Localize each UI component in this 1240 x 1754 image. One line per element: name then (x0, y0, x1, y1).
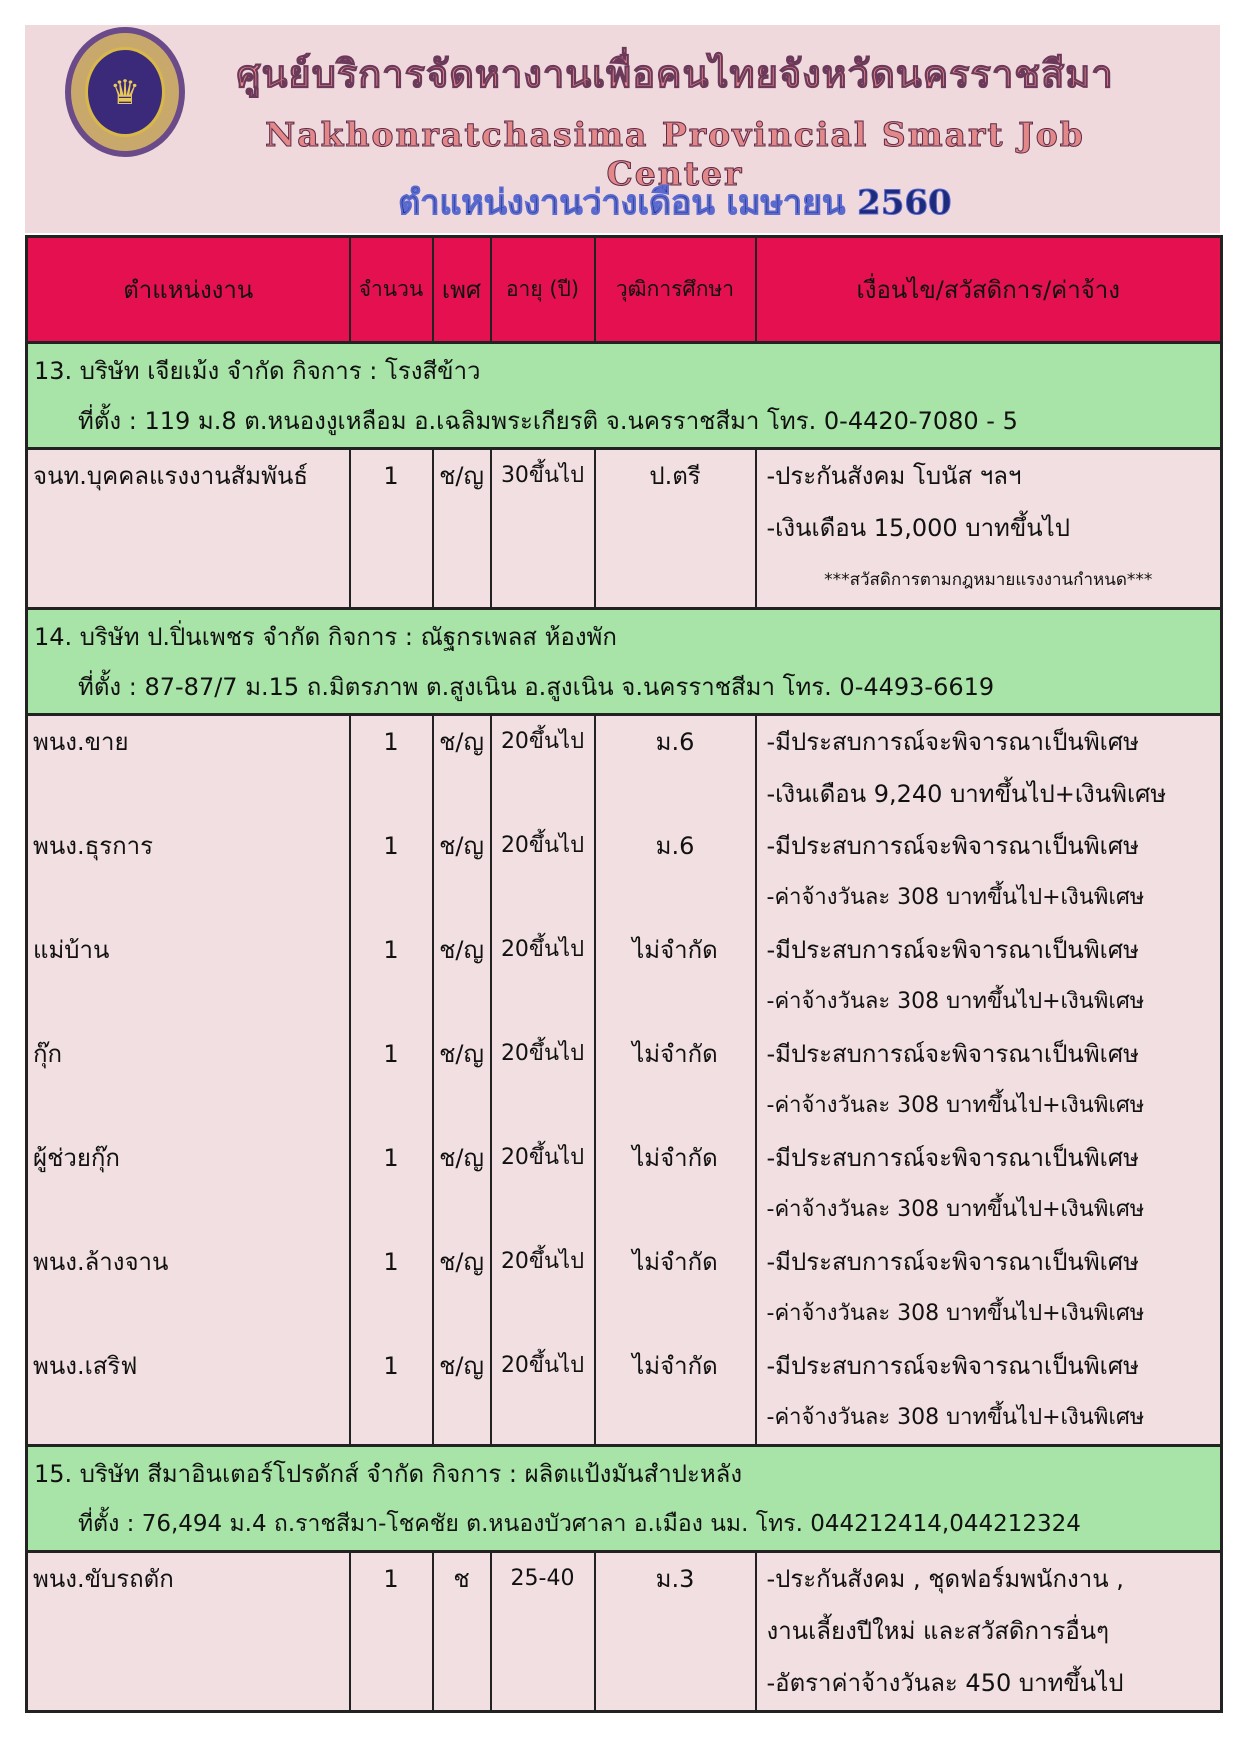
col-header-age: อายุ (ปี) (491, 237, 595, 343)
job-sex-cell (433, 924, 491, 1028)
benefit-line: -เงินเดือน 15,000 บาทขึ้นไป (766, 514, 1070, 542)
company-address-line: ที่ตั้ง : 87-87/7 ม.15 ถ.มิตรภาพ ต.สูงเนิน อ.สูงเนิน จ.นครราชสีมา โทร. 0-4493-6619 (78, 672, 995, 701)
col-header-count: จำนวน (350, 237, 433, 343)
department-seal-logo (65, 27, 185, 157)
job-education-cell (595, 1552, 756, 1712)
job-row (27, 715, 1222, 821)
page-header (25, 25, 1220, 233)
job-age: 20ขึ้นไป (500, 833, 585, 858)
job-position-cell (27, 1236, 350, 1340)
job-sex: ช/ญ (439, 936, 484, 964)
benefit-line: ***สวัสดิการตามกฎหมายแรงงานกำหนด*** (824, 570, 1153, 590)
job-benefits-cell (756, 1236, 1222, 1340)
benefit-line: -ประกันสังคม , ชุดฟอร์มพนักงาน , (766, 1565, 1124, 1593)
job-count-cell (350, 1028, 433, 1132)
benefit-line: -มีประสบการณ์จะพิจารณาเป็นพิเศษ (766, 728, 1139, 756)
job-sex: ช/ญ (439, 1248, 484, 1276)
job-position: พนง.ล้างจาน (33, 1248, 169, 1276)
job-sex-cell (433, 1552, 491, 1712)
job-age-cell (491, 449, 595, 609)
job-row (27, 1236, 1222, 1340)
job-position-cell (27, 1552, 350, 1712)
job-age-cell (491, 820, 595, 924)
job-position: พนง.ธุรการ (33, 832, 154, 860)
job-row (27, 820, 1222, 924)
job-benefits-cell (756, 820, 1222, 924)
job-position-cell (27, 1340, 350, 1446)
benefit-line: -มีประสบการณ์จะพิจารณาเป็นพิเศษ (766, 936, 1139, 964)
job-sex-cell (433, 820, 491, 924)
title-thai: ศูนย์บริการจัดหางานเพื่อคนไทยจังหวัดนครราชสีมา (236, 51, 1114, 96)
job-benefits-cell (756, 1340, 1222, 1446)
job-row (27, 1552, 1222, 1712)
company-name-line: 15. บริษัท สีมาอินเตอร์โปรดักส์ จำกัด กิจการ : ผลิตแป้งมันสำปะหลัง (34, 1459, 743, 1488)
title-english: Nakhonratchasima Provincial Smart Job Center (265, 115, 1085, 193)
job-count-cell (350, 715, 433, 821)
job-education-cell (595, 715, 756, 821)
job-position: จนท.บุคคลแรงงานสัมพันธ์ (33, 462, 308, 490)
job-benefits-cell (756, 715, 1222, 821)
job-age: 20ขึ้นไป (500, 1041, 585, 1066)
job-position-cell (27, 820, 350, 924)
job-position-cell (27, 715, 350, 821)
job-row (27, 1340, 1222, 1446)
job-age-cell (491, 1236, 595, 1340)
job-row (27, 1132, 1222, 1236)
benefit-line: -มีประสบการณ์จะพิจารณาเป็นพิเศษ (766, 832, 1139, 860)
job-education-cell (595, 1236, 756, 1340)
job-age-cell (491, 1028, 595, 1132)
job-education: ไม่จำกัด (632, 1248, 718, 1276)
benefit-line: -ประกันสังคม โบนัส ฯลฯ (766, 462, 1022, 490)
job-sex-cell (433, 715, 491, 821)
job-count: 1 (383, 1352, 399, 1380)
job-count-cell (350, 1132, 433, 1236)
job-position: พนง.ขาย (33, 728, 129, 756)
benefit-line: -อัตราค่าจ้างวันละ 450 บาทขึ้นไป (766, 1669, 1124, 1697)
job-sex-cell (433, 1236, 491, 1340)
job-count: 1 (383, 728, 399, 756)
company-address-line: ที่ตั้ง : 119 ม.8 ต.หนองงูเหลือม อ.เฉลิมพระเกียรติ จ.นครราชสีมา โทร. 0-4420-7080 - 5 (78, 406, 1018, 435)
job-row (27, 1028, 1222, 1132)
job-age-cell (491, 715, 595, 821)
job-age-cell (491, 924, 595, 1028)
job-education: ไม่จำกัด (632, 936, 718, 964)
job-education-cell (595, 449, 756, 609)
company-address-line: ที่ตั้ง : 76,494 ม.4 ถ.ราชสีมา-โชคชัย ต.หนองบัวศาลา อ.เมือง นม. โทร. 044212414,044212324 (78, 1510, 1081, 1537)
company-info (27, 343, 1222, 449)
job-education: ไม่จำกัด (632, 1040, 718, 1068)
job-age-cell (491, 1340, 595, 1446)
job-count: 1 (383, 1248, 399, 1276)
job-education-cell (595, 924, 756, 1028)
job-count-cell (350, 820, 433, 924)
job-count: 1 (383, 1565, 399, 1593)
job-position: ผู้ช่วยกุ๊ก (33, 1144, 120, 1172)
company-row (27, 343, 1222, 449)
job-age-cell (491, 1552, 595, 1712)
job-count: 1 (383, 462, 399, 490)
job-education-cell (595, 820, 756, 924)
job-age: 20ขึ้นไป (500, 729, 585, 754)
job-count-cell (350, 924, 433, 1028)
job-count: 1 (383, 936, 399, 964)
job-sex: ช/ญ (439, 1144, 484, 1172)
benefit-line: งานเลี้ยงปีใหม่ และสวัสดิการอื่นๆ (766, 1617, 1110, 1645)
title-month: ตำแหน่งงานว่างเดือน เมษายน 2560 (398, 183, 952, 223)
job-row (27, 924, 1222, 1028)
company-info (27, 609, 1222, 715)
job-sex: ช/ญ (439, 832, 484, 860)
job-sex: ช/ญ (439, 728, 484, 756)
job-benefits-cell (756, 1028, 1222, 1132)
job-education: ม.6 (655, 832, 695, 860)
company-row (27, 1446, 1222, 1552)
job-education: ไม่จำกัด (632, 1352, 718, 1380)
job-position-cell (27, 924, 350, 1028)
job-sex: ช/ญ (439, 1040, 484, 1068)
job-education-cell (595, 1132, 756, 1236)
job-count-cell (350, 449, 433, 609)
job-position-cell (27, 449, 350, 609)
benefit-line: -มีประสบการณ์จะพิจารณาเป็นพิเศษ (766, 1352, 1139, 1380)
job-position: พนง.เสริฟ (33, 1352, 138, 1380)
job-count: 1 (383, 832, 399, 860)
job-education-cell (595, 1028, 756, 1132)
col-header-sex: เพศ (433, 237, 491, 343)
col-header-benefits: เงื่อนไข/สวัสดิการ/ค่าจ้าง (756, 237, 1222, 343)
job-age-cell (491, 1132, 595, 1236)
col-header-position: ตำแหน่งงาน (27, 237, 350, 343)
job-position: กุ๊ก (33, 1040, 63, 1068)
job-count-cell (350, 1236, 433, 1340)
benefit-line: -ค่าจ้างวันละ 308 บาทขึ้นไป+เงินพิเศษ (766, 885, 1145, 910)
job-benefits-cell (756, 449, 1222, 609)
job-count: 1 (383, 1040, 399, 1068)
job-sex-cell (433, 1132, 491, 1236)
job-sex-cell (433, 1340, 491, 1446)
benefit-line: -ค่าจ้างวันละ 308 บาทขึ้นไป+เงินพิเศษ (766, 1093, 1145, 1118)
job-benefits-cell (756, 924, 1222, 1028)
company-row (27, 609, 1222, 715)
job-education: ไม่จำกัด (632, 1144, 718, 1172)
benefit-line: -มีประสบการณ์จะพิจารณาเป็นพิเศษ (766, 1248, 1139, 1276)
job-sex-cell (433, 449, 491, 609)
benefit-line: -เงินเดือน 9,240 บาทขึ้นไป+เงินพิเศษ (766, 780, 1167, 808)
job-position-cell (27, 1132, 350, 1236)
benefit-line: -ค่าจ้างวันละ 308 บาทขึ้นไป+เงินพิเศษ (766, 989, 1145, 1014)
job-count-cell (350, 1340, 433, 1446)
job-count: 1 (383, 1144, 399, 1172)
job-age: 20ขึ้นไป (500, 937, 585, 962)
benefit-line: -ค่าจ้างวันละ 308 บาทขึ้นไป+เงินพิเศษ (766, 1197, 1145, 1222)
job-sex-cell (433, 1028, 491, 1132)
benefit-line: -มีประสบการณ์จะพิจารณาเป็นพิเศษ (766, 1040, 1139, 1068)
table-header-row (27, 237, 1222, 343)
col-header-education: วุฒิการศึกษา (595, 237, 756, 343)
job-position: แม่บ้าน (33, 936, 110, 964)
job-sex: ช/ญ (439, 1352, 484, 1380)
job-education: ม.6 (655, 728, 695, 756)
job-age: 25-40 (510, 1566, 575, 1591)
job-benefits-cell (756, 1132, 1222, 1236)
benefit-line: -ค่าจ้างวันละ 308 บาทขึ้นไป+เงินพิเศษ (766, 1405, 1145, 1430)
job-age: 20ขึ้นไป (500, 1353, 585, 1378)
company-name-line: 13. บริษัท เจียเม้ง จำกัด กิจการ : โรงสีข้าว (34, 356, 481, 385)
job-vacancy-table (25, 235, 1223, 1713)
job-age: 20ขึ้นไป (500, 1145, 585, 1170)
job-education: ม.3 (655, 1565, 695, 1593)
job-count-cell (350, 1552, 433, 1712)
job-row (27, 449, 1222, 609)
job-sex: ช/ญ (439, 462, 484, 490)
seal-emblem (85, 47, 165, 137)
benefit-line: -มีประสบการณ์จะพิจารณาเป็นพิเศษ (766, 1144, 1139, 1172)
job-education-cell (595, 1340, 756, 1446)
job-benefits-cell (756, 1552, 1222, 1712)
job-age: 30ขึ้นไป (500, 463, 585, 488)
crest-icon: ♛ (109, 73, 141, 113)
job-position: พนง.ขับรถตัก (33, 1565, 174, 1593)
job-position-cell (27, 1028, 350, 1132)
company-name-line: 14. บริษัท ป.ปิ่นเพชร จำกัด กิจการ : ณัฐกรเพลส ห้องพัก (34, 622, 617, 651)
benefit-line: -ค่าจ้างวันละ 308 บาทขึ้นไป+เงินพิเศษ (766, 1301, 1145, 1326)
company-info (27, 1446, 1222, 1552)
job-sex: ช (453, 1565, 470, 1593)
job-age: 20ขึ้นไป (500, 1249, 585, 1274)
job-education: ป.ตรี (649, 462, 701, 490)
